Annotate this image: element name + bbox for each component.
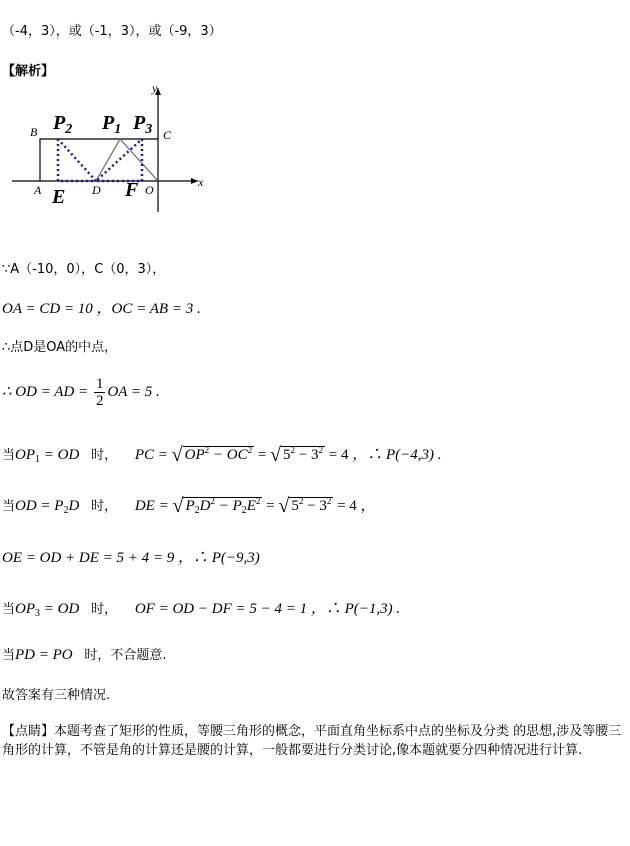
triangle-p2	[58, 139, 96, 181]
because-symbol: ∵	[2, 262, 11, 277]
label-d: D	[92, 183, 101, 197]
od-equation	[2, 376, 160, 409]
de-sqrt-1: √ $P_2D^2 - P_2E^2$	[172, 495, 261, 517]
case-2: 当OD = $P_2D$ 时， DE = √ $P_2D^2 - P_2E^2$ = √ $5^2 - 3^2 = 4$ ，	[2, 495, 376, 517]
triangle-p1	[96, 139, 158, 181]
label-o: O	[145, 183, 154, 197]
case2-lead: 当	[2, 499, 16, 514]
case3-text: OF = OD − DF = 5 − 4 = 1 ，∴ P(−1,3) .	[134, 601, 401, 617]
geometry-figure	[12, 82, 212, 212]
case1-cond-b: = OD	[40, 447, 80, 463]
section-title: 【解析】	[2, 64, 55, 79]
label-y: y	[152, 82, 158, 95]
half-fraction	[94, 376, 106, 409]
oe-equation: OE = OD + DE = 5 + 4 = 9 ，∴ P(−9,3)	[2, 550, 260, 566]
pc-lhs: PC =	[134, 447, 172, 463]
label-c: C	[163, 128, 172, 142]
lengths-line: OA = CD = 10 ，OC = AB = 3 .	[2, 301, 201, 317]
point-c-coord: C（0，3），	[94, 262, 166, 277]
label-f: F	[125, 179, 139, 201]
label-e: E	[52, 186, 66, 208]
de-result: = 4 ，	[333, 498, 376, 514]
pc-sqrt-1: √ $OP^2 - OC^2$	[171, 444, 253, 466]
triangle-p3	[96, 139, 142, 181]
label-p3: $P_3$	[133, 112, 153, 137]
conclusion: 故答案有三种情况.	[2, 688, 111, 703]
label-x: x	[198, 175, 204, 189]
case3-lead: 当	[2, 602, 16, 617]
comment-body: 本题考查了矩形的性质，等腰三角形的概念，平面直角坐标系中点的坐标及分类 的思想,涉及等腰三角形的计算，不管是角的计算还是腰的计算，一般都要进行分类讨论,像本题就要分四种情况进行计算.	[2, 724, 622, 758]
case-3: 当$OP_3$ = OD 时， OF = OD − DF = 5 − 4 = 1 ，∴ P(−1,3) .	[2, 601, 401, 619]
de-lhs: DE =	[134, 498, 173, 514]
label-p2: $P_2$	[53, 112, 73, 137]
fraction-numerator: 1	[95, 376, 104, 392]
answer-line: （-4，3），或（-1，3），或（-9，3）	[2, 24, 222, 39]
od-prefix: ∴ OD = AD =	[2, 383, 92, 400]
case1-result: ，∴ P(−4,3) .	[352, 447, 442, 463]
midpoint-statement: ∴点D是OA的中点，	[2, 340, 118, 355]
comment-paragraph	[2, 722, 624, 760]
case1-when: 时，	[91, 448, 118, 463]
case-1: 当$OP_1$ = OD 时， PC = √ $OP^2 - OC^2$ = √ $5^2 - 3^2 = 4$ ，∴ P(−4,3) .	[2, 444, 442, 466]
case1-cond-a: OP	[15, 447, 36, 463]
label-b: B	[30, 125, 38, 139]
case3-when: 时，	[91, 602, 118, 617]
de-sqrt-2: √ $5^2 - 3^2$	[278, 495, 332, 517]
comment-tag: 【点睛】	[2, 724, 55, 739]
case1-cond-sub: 1	[35, 454, 41, 465]
case3-cond-b: = OD	[40, 601, 80, 617]
point-a-coord: A（-10，0），	[10, 262, 95, 277]
case4-cond: PD = PO	[15, 647, 73, 663]
case4-lead: 当	[2, 648, 16, 663]
given-coordinates	[2, 258, 165, 277]
od-suffix: OA = 5 .	[107, 383, 160, 400]
label-a: A	[34, 183, 42, 197]
x-axis-arrow	[191, 178, 198, 184]
label-p1: $P_1$	[102, 112, 122, 137]
case4-tail: 时，不合题意.	[84, 648, 167, 663]
case2-cond-a: OD = P	[15, 498, 64, 514]
case1-lead: 当	[2, 448, 16, 463]
case2-when: 时，	[91, 499, 118, 514]
pc-sqrt-2: √ $5^2 - 3^2$	[270, 444, 323, 466]
case3-cond-a: OP	[15, 601, 36, 617]
case2-cond-b: D	[68, 498, 80, 514]
fraction-denominator: 2	[95, 393, 104, 409]
case-4	[2, 644, 167, 664]
